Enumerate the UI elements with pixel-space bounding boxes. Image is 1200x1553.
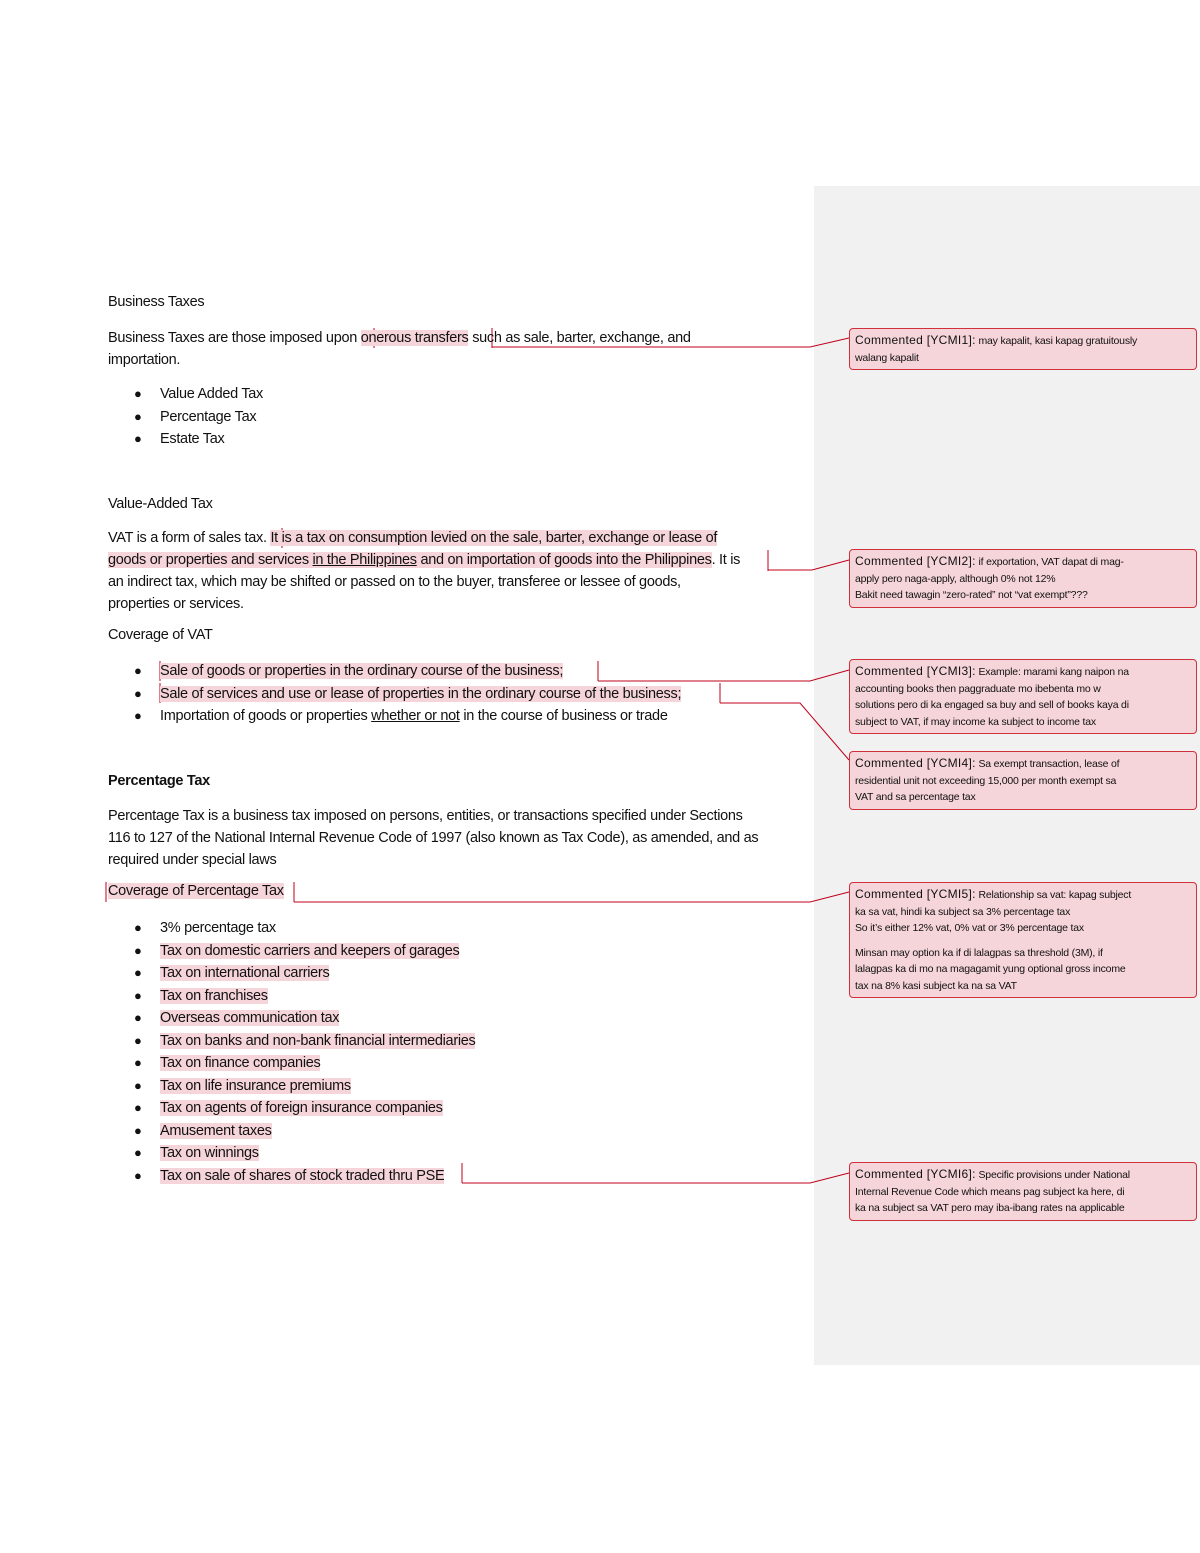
comment-ycmi6[interactable]: Commented [YCMI6]: Specific provisions under National Internal Revenue Code which means pag subject ka here, di ka na subject sa VAT pero may iba-ibang rates na applicable (849, 1162, 1197, 1221)
text-pt-l1: Percentage Tax is a business tax imposed on persons, entities, or transactions specified under Sections (108, 808, 743, 824)
comment-tag: Commented [YCMI5]: (855, 887, 976, 901)
comment-tag: Commented [YCMI3]: (855, 664, 976, 678)
list-item: ● Tax on agents of foreign insurance companies (134, 1097, 814, 1120)
highlight-sale-of-services[interactable]: Sale of services and use or lease of properties in the ordinary course of the business; (160, 685, 682, 702)
comment-ycmi2[interactable]: Commented [YCMI2]: if exportation, VAT dapat di mag- apply pero naga-apply, although 0% not 12% Bakit need tawagin “zero-rated” not “vat exempt”??? (849, 549, 1197, 608)
text-business-line2: importation. (108, 352, 181, 368)
bullet-icon: ● (134, 1055, 142, 1070)
bullet-icon: ● (134, 1010, 142, 1025)
bullet-icon: ● (134, 431, 142, 446)
bullet-icon: ● (134, 708, 142, 723)
underline-whether-or-not: whether or not (371, 708, 460, 724)
list-item: ● Tax on domestic carriers and keepers of garages (134, 940, 814, 963)
highlight-in-the-philippines[interactable]: in the Philippines (312, 552, 417, 568)
bullet-icon: ● (134, 1100, 142, 1115)
comment-tag: Commented [YCMI1]: (855, 333, 976, 347)
text-pt-l2: 116 to 127 of the National Internal Revenue Code of 1997 (also known as Tax Code), as amended, and as (108, 830, 759, 846)
bullet-icon: ● (134, 386, 142, 401)
list-item: ● Overseas communication tax (134, 1007, 814, 1030)
list-item: ● Tax on finance companies (134, 1052, 814, 1075)
bullet-icon: ● (134, 685, 142, 701)
comment-tag: Commented [YCMI2]: (855, 554, 976, 568)
heading-business-taxes: Business Taxes (108, 294, 205, 310)
comment-tag: Commented [YCMI6]: (855, 1167, 976, 1181)
list-item: ● Importation of goods or properties whether or not in the course of business or trade (134, 705, 814, 728)
bullet-icon: ● (134, 1032, 142, 1048)
bullet-icon: ● (134, 942, 142, 958)
connector-ycmi5 (294, 892, 849, 902)
list-item: ● Estate Tax (134, 428, 814, 451)
bullet-icon: ● (134, 987, 142, 1003)
comment-ycmi5[interactable]: Commented [YCMI5]: Relationship sa vat: kapag subject ka sa vat, hindi ka subject sa 3% percentage tax So it’s either 12% vat, 0% vat or 3% percentage tax Minsan may option ka if di lalagpas sa threshold (3M), if lalagpas ka di mo na magagamit yung optional gross income tax na 8% kasi subject ka na sa VAT (849, 882, 1197, 998)
heading-coverage-of-percentage-tax[interactable] (108, 883, 284, 899)
highlight-coverage-percentage-tax[interactable]: Coverage of Percentage Tax (108, 883, 284, 899)
list-coverage-percentage-tax (134, 917, 814, 1187)
list-item: ● Tax on international carriers (134, 962, 814, 985)
list-business-taxes (134, 383, 814, 451)
text-vat-l2-post: . It is (711, 552, 741, 568)
comment-ycmi3[interactable]: Commented [YCMI3]: Example: marami kang naipon na accounting books then paggraduate mo ibebenta mo w solutions pero di ka engaged sa buy and sell of books kaya di subject to VAT, if may income ka subject to income tax (849, 659, 1197, 734)
bullet-icon: ● (134, 663, 142, 678)
list-item: ● Tax on banks and non-bank financial intermediaries (134, 1030, 814, 1053)
heading-value-added-tax: Value-Added Tax (108, 496, 213, 512)
list-item (134, 683, 814, 706)
heading-percentage-tax: Percentage Tax (108, 773, 210, 789)
heading-coverage-of-vat: Coverage of VAT (108, 627, 213, 643)
text-pt-l3: required under special laws (108, 852, 277, 868)
highlight-vat-definition[interactable]: It is a tax on consumption levied on the sale, barter, exchange or lease of (270, 530, 718, 546)
list-item: ● Tax on sale of shares of stock traded thru PSE (134, 1165, 814, 1188)
bullet-icon: ● (134, 1122, 142, 1138)
text-vat-l1-pre: VAT is a form of sales tax. (108, 530, 271, 546)
list-item: ● Tax on winnings (134, 1142, 814, 1165)
highlight-vat-l2a[interactable]: goods or properties and services (108, 552, 313, 568)
bullet-icon: ● (134, 1145, 142, 1160)
list-item: ● Percentage Tax (134, 406, 814, 429)
list-item (134, 660, 814, 683)
paragraph-business-taxes (108, 327, 808, 371)
paragraph-percentage-tax (108, 805, 818, 871)
text-vat-l3: an indirect tax, which may be shifted or passed on to the buyer, transferee or lessee of goods, (108, 574, 681, 590)
highlight-sale-of-goods[interactable]: Sale of goods or properties in the ordinary course of the business; (160, 663, 564, 679)
text-business-post: such as sale, barter, exchange, and (468, 330, 691, 346)
comment-tag: Commented [YCMI4]: (855, 756, 976, 770)
bullet-icon: ● (134, 920, 142, 935)
text-vat-l4: properties or services. (108, 596, 244, 612)
list-item: ● Tax on life insurance premiums (134, 1075, 814, 1098)
highlight-onerous-transfers[interactable]: onerous transfers (360, 330, 469, 346)
bullet-icon: ● (134, 1077, 142, 1093)
bullet-icon: ● (134, 408, 142, 424)
list-item: ● Amusement taxes (134, 1120, 814, 1143)
paragraph-vat (108, 527, 808, 615)
list-coverage-vat (134, 660, 814, 728)
bullet-icon: ● (134, 965, 142, 980)
comment-ycmi4[interactable]: Commented [YCMI4]: Sa exempt transaction, lease of residential unit not exceeding 15,000 per month exempt sa VAT and sa percentage tax (849, 751, 1197, 810)
text-business-pre: Business Taxes are those imposed upon (108, 330, 361, 346)
highlight-vat-l2b[interactable]: and on importation of goods into the Philippines (416, 552, 712, 568)
list-item: ● Value Added Tax (134, 383, 814, 406)
bullet-icon: ● (134, 1167, 142, 1183)
comment-ycmi1[interactable]: Commented [YCMI1]: may kapalit, kasi kapag gratuitously walang kapalit (849, 328, 1197, 370)
list-item: ● 3% percentage tax (134, 917, 814, 940)
list-item: ● Tax on franchises (134, 985, 814, 1008)
